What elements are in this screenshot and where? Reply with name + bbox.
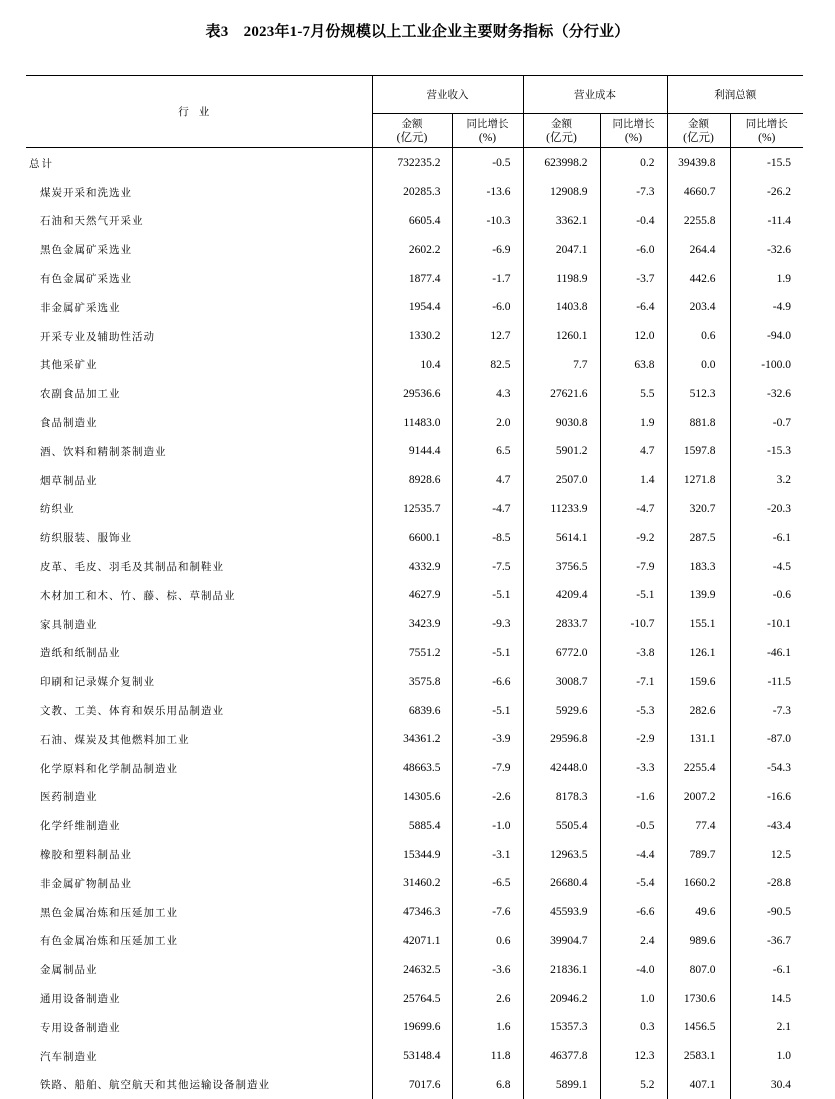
cost-amount-cell: 6772.0 — [523, 639, 600, 668]
growth-label: 同比增长 — [746, 118, 788, 130]
revenue-growth-cell: -6.5 — [452, 869, 523, 898]
profit-amount-cell: 442.6 — [667, 264, 730, 293]
profit-amount-cell: 264.4 — [667, 235, 730, 264]
revenue-growth-cell: 1.6 — [452, 1013, 523, 1042]
table-row — [26, 840, 803, 869]
cost-amount-cell: 5929.6 — [523, 696, 600, 725]
profit-growth-cell: -43.4 — [730, 811, 803, 840]
profit-amount-cell: 1597.8 — [667, 437, 730, 466]
cost-growth-cell: 5.2 — [600, 1071, 667, 1099]
growth-unit: (%) — [601, 131, 667, 145]
industry-name: 化学原料和化学制品制造业 — [26, 754, 372, 783]
profit-growth-cell: -4.5 — [730, 552, 803, 581]
cost-growth-cell: 1.0 — [600, 984, 667, 1013]
revenue-amount-cell: 4627.9 — [372, 581, 452, 610]
cost-growth-cell: 0.2 — [600, 148, 667, 178]
revenue-group-header: 营业收入 — [372, 76, 523, 114]
industry-name: 汽车制造业 — [26, 1042, 372, 1071]
revenue-growth-cell: -6.0 — [452, 293, 523, 322]
profit-growth-cell: 30.4 — [730, 1071, 803, 1099]
cost-growth-cell: -1.6 — [600, 783, 667, 812]
profit-amount-cell: 1660.2 — [667, 869, 730, 898]
industry-name: 非金属矿物制品业 — [26, 869, 372, 898]
revenue-growth-cell: 2.6 — [452, 984, 523, 1013]
industry-name: 橡胶和塑料制品业 — [26, 840, 372, 869]
cost-amount-cell: 3008.7 — [523, 667, 600, 696]
revenue-growth-cell: -9.3 — [452, 610, 523, 639]
cost-amount-cell: 39904.7 — [523, 927, 600, 956]
profit-amount-cell: 407.1 — [667, 1071, 730, 1099]
revenue-amount-header — [372, 114, 452, 148]
table-row — [26, 984, 803, 1013]
revenue-amount-cell: 1877.4 — [372, 264, 452, 293]
cost-growth-cell: 4.7 — [600, 437, 667, 466]
industry-name: 纺织业 — [26, 495, 372, 524]
industry-name: 非金属矿采选业 — [26, 293, 372, 322]
profit-amount-cell: 49.6 — [667, 898, 730, 927]
profit-growth-cell: 1.9 — [730, 264, 803, 293]
cost-growth-cell: -3.7 — [600, 264, 667, 293]
table-row — [26, 610, 803, 639]
industry-name: 酒、饮料和精制茶制造业 — [26, 437, 372, 466]
revenue-amount-cell: 1954.4 — [372, 293, 452, 322]
growth-unit: (%) — [731, 131, 804, 145]
profit-growth-cell: -100.0 — [730, 351, 803, 380]
revenue-growth-cell: -7.6 — [452, 898, 523, 927]
table-row — [26, 955, 803, 984]
table-row — [26, 437, 803, 466]
cost-amount-cell: 1260.1 — [523, 322, 600, 351]
revenue-growth-cell: -13.6 — [452, 178, 523, 207]
revenue-growth-cell: 2.0 — [452, 408, 523, 437]
cost-amount-cell: 29596.8 — [523, 725, 600, 754]
revenue-amount-cell: 20285.3 — [372, 178, 452, 207]
industry-name: 造纸和纸制品业 — [26, 639, 372, 668]
cost-growth-cell: -0.4 — [600, 207, 667, 236]
growth-unit: (%) — [453, 131, 523, 145]
cost-amount-cell: 2047.1 — [523, 235, 600, 264]
profit-amount-cell: 989.6 — [667, 927, 730, 956]
profit-amount-cell: 881.8 — [667, 408, 730, 437]
profit-amount-cell: 4660.7 — [667, 178, 730, 207]
industry-name: 石油和天然气开采业 — [26, 207, 372, 236]
profit-amount-cell: 2583.1 — [667, 1042, 730, 1071]
revenue-growth-cell: -1.0 — [452, 811, 523, 840]
table-row — [26, 379, 803, 408]
cost-group-header: 营业成本 — [523, 76, 667, 114]
cost-amount-cell: 20946.2 — [523, 984, 600, 1013]
cost-growth-header — [600, 114, 667, 148]
revenue-amount-cell: 7551.2 — [372, 639, 452, 668]
industry-name: 总计 — [26, 148, 372, 178]
revenue-growth-cell: -3.9 — [452, 725, 523, 754]
profit-amount-cell: 2007.2 — [667, 783, 730, 812]
revenue-growth-cell: -3.6 — [452, 955, 523, 984]
amount-label: 金额 — [688, 118, 709, 130]
profit-growth-cell: -6.1 — [730, 955, 803, 984]
profit-amount-cell: 2255.4 — [667, 754, 730, 783]
table-row — [26, 667, 803, 696]
revenue-growth-cell: 4.7 — [452, 466, 523, 495]
cost-growth-cell: -4.4 — [600, 840, 667, 869]
cost-growth-cell: -3.3 — [600, 754, 667, 783]
profit-growth-cell: -11.5 — [730, 667, 803, 696]
table-row — [26, 552, 803, 581]
revenue-growth-cell: -0.5 — [452, 148, 523, 178]
profit-amount-cell: 0.0 — [667, 351, 730, 380]
profit-growth-cell: 14.5 — [730, 984, 803, 1013]
amount-label: 金额 — [402, 118, 423, 130]
industry-name: 医药制造业 — [26, 783, 372, 812]
cost-amount-cell: 42448.0 — [523, 754, 600, 783]
cost-amount-cell: 5899.1 — [523, 1071, 600, 1099]
revenue-growth-cell: -5.1 — [452, 696, 523, 725]
cost-growth-cell: -0.5 — [600, 811, 667, 840]
revenue-amount-cell: 2602.2 — [372, 235, 452, 264]
industry-name: 印刷和记录媒介复制业 — [26, 667, 372, 696]
profit-growth-cell: -32.6 — [730, 235, 803, 264]
revenue-amount-cell: 31460.2 — [372, 869, 452, 898]
revenue-amount-cell: 1330.2 — [372, 322, 452, 351]
cost-growth-cell: -4.7 — [600, 495, 667, 524]
industry-name: 其他采矿业 — [26, 351, 372, 380]
profit-growth-cell: -46.1 — [730, 639, 803, 668]
profit-amount-cell: 320.7 — [667, 495, 730, 524]
revenue-growth-cell: -1.7 — [452, 264, 523, 293]
profit-amount-cell: 131.1 — [667, 725, 730, 754]
revenue-amount-cell: 14305.6 — [372, 783, 452, 812]
table-row — [26, 898, 803, 927]
table-row — [26, 523, 803, 552]
profit-growth-cell: -90.5 — [730, 898, 803, 927]
cost-amount-header — [523, 114, 600, 148]
profit-amount-cell: 1271.8 — [667, 466, 730, 495]
profit-amount-cell: 1456.5 — [667, 1013, 730, 1042]
profit-growth-cell: -20.3 — [730, 495, 803, 524]
industry-name: 煤炭开采和洗选业 — [26, 178, 372, 207]
cost-growth-cell: 12.0 — [600, 322, 667, 351]
revenue-amount-cell: 19699.6 — [372, 1013, 452, 1042]
cost-growth-cell: -7.9 — [600, 552, 667, 581]
profit-growth-cell: -0.6 — [730, 581, 803, 610]
table-row — [26, 1042, 803, 1071]
cost-amount-cell: 5505.4 — [523, 811, 600, 840]
table-row — [26, 754, 803, 783]
table-row — [26, 869, 803, 898]
revenue-amount-cell: 48663.5 — [372, 754, 452, 783]
revenue-amount-cell: 15344.9 — [372, 840, 452, 869]
cost-amount-cell: 26680.4 — [523, 869, 600, 898]
profit-amount-cell: 39439.8 — [667, 148, 730, 178]
industry-name: 通用设备制造业 — [26, 984, 372, 1013]
cost-amount-cell: 2507.0 — [523, 466, 600, 495]
revenue-amount-cell: 3575.8 — [372, 667, 452, 696]
profit-amount-cell: 126.1 — [667, 639, 730, 668]
revenue-amount-cell: 6600.1 — [372, 523, 452, 552]
table-row — [26, 581, 803, 610]
profit-group-header: 利润总额 — [667, 76, 803, 114]
cost-growth-cell: 1.4 — [600, 466, 667, 495]
industry-name: 黑色金属矿采选业 — [26, 235, 372, 264]
revenue-amount-cell: 7017.6 — [372, 1071, 452, 1099]
cost-amount-cell: 1403.8 — [523, 293, 600, 322]
profit-amount-cell: 77.4 — [667, 811, 730, 840]
cost-amount-cell: 15357.3 — [523, 1013, 600, 1042]
table-row — [26, 696, 803, 725]
cost-growth-cell: 0.3 — [600, 1013, 667, 1042]
revenue-amount-cell: 11483.0 — [372, 408, 452, 437]
cost-amount-cell: 45593.9 — [523, 898, 600, 927]
cost-amount-cell: 3362.1 — [523, 207, 600, 236]
table-row — [26, 207, 803, 236]
cost-growth-cell: -2.9 — [600, 725, 667, 754]
financial-indicators-table — [26, 75, 803, 1099]
revenue-growth-cell: -2.6 — [452, 783, 523, 812]
revenue-growth-cell: 4.3 — [452, 379, 523, 408]
profit-amount-cell: 183.3 — [667, 552, 730, 581]
profit-growth-cell: 3.2 — [730, 466, 803, 495]
profit-growth-header — [730, 114, 803, 148]
table-row — [26, 811, 803, 840]
revenue-growth-cell: -4.7 — [452, 495, 523, 524]
cost-growth-cell: -4.0 — [600, 955, 667, 984]
table-row — [26, 725, 803, 754]
cost-amount-cell: 1198.9 — [523, 264, 600, 293]
cost-growth-cell: 12.3 — [600, 1042, 667, 1071]
industry-name: 烟草制品业 — [26, 466, 372, 495]
revenue-growth-cell: 82.5 — [452, 351, 523, 380]
profit-amount-header — [667, 114, 730, 148]
revenue-amount-cell: 29536.6 — [372, 379, 452, 408]
revenue-growth-cell: 12.7 — [452, 322, 523, 351]
profit-amount-cell: 789.7 — [667, 840, 730, 869]
revenue-growth-cell: 6.5 — [452, 437, 523, 466]
industry-name: 木材加工和木、竹、藤、棕、草制品业 — [26, 581, 372, 610]
revenue-growth-cell: -10.3 — [452, 207, 523, 236]
profit-growth-cell: -32.6 — [730, 379, 803, 408]
table-row-total — [26, 148, 803, 178]
cost-growth-cell: 5.5 — [600, 379, 667, 408]
cost-amount-cell: 21836.1 — [523, 955, 600, 984]
profit-growth-cell: -94.0 — [730, 322, 803, 351]
cost-growth-cell: -5.3 — [600, 696, 667, 725]
revenue-amount-cell: 732235.2 — [372, 148, 452, 178]
industry-name: 有色金属矿采选业 — [26, 264, 372, 293]
table-row — [26, 322, 803, 351]
revenue-amount-cell: 47346.3 — [372, 898, 452, 927]
profit-growth-cell: 2.1 — [730, 1013, 803, 1042]
cost-growth-cell: -5.4 — [600, 869, 667, 898]
revenue-amount-cell: 24632.5 — [372, 955, 452, 984]
table-body — [26, 148, 803, 1099]
revenue-growth-cell: -5.1 — [452, 639, 523, 668]
industry-name: 文教、工美、体育和娱乐用品制造业 — [26, 696, 372, 725]
table-header — [26, 76, 803, 148]
table-title: 表3 2023年1-7月份规模以上工业企业主要财务指标（分行业） — [0, 20, 835, 41]
profit-growth-cell: -16.6 — [730, 783, 803, 812]
revenue-growth-cell: -6.9 — [452, 235, 523, 264]
profit-amount-cell: 1730.6 — [667, 984, 730, 1013]
revenue-growth-cell: -3.1 — [452, 840, 523, 869]
cost-amount-cell: 8178.3 — [523, 783, 600, 812]
industry-name: 农副食品加工业 — [26, 379, 372, 408]
cost-amount-cell: 12963.5 — [523, 840, 600, 869]
profit-amount-cell: 2255.8 — [667, 207, 730, 236]
revenue-growth-cell: 0.6 — [452, 927, 523, 956]
table-row — [26, 264, 803, 293]
profit-amount-cell: 512.3 — [667, 379, 730, 408]
profit-growth-cell: -10.1 — [730, 610, 803, 639]
cost-growth-cell: 1.9 — [600, 408, 667, 437]
industry-name: 金属制品业 — [26, 955, 372, 984]
table-row — [26, 495, 803, 524]
cost-amount-cell: 5901.2 — [523, 437, 600, 466]
profit-amount-cell: 0.6 — [667, 322, 730, 351]
revenue-amount-cell: 4332.9 — [372, 552, 452, 581]
profit-growth-cell: -11.4 — [730, 207, 803, 236]
revenue-amount-cell: 9144.4 — [372, 437, 452, 466]
cost-amount-cell: 12908.9 — [523, 178, 600, 207]
growth-label: 同比增长 — [613, 118, 655, 130]
industry-name: 开采专业及辅助性活动 — [26, 322, 372, 351]
revenue-growth-cell: -8.5 — [452, 523, 523, 552]
profit-amount-cell: 139.9 — [667, 581, 730, 610]
cost-growth-cell: 2.4 — [600, 927, 667, 956]
profit-amount-cell: 282.6 — [667, 696, 730, 725]
amount-unit: (亿元) — [524, 131, 600, 145]
revenue-amount-cell: 53148.4 — [372, 1042, 452, 1071]
revenue-growth-cell: 11.8 — [452, 1042, 523, 1071]
industry-name: 铁路、船舶、航空航天和其他运输设备制造业 — [26, 1071, 372, 1099]
growth-label: 同比增长 — [467, 118, 509, 130]
cost-growth-cell: 63.8 — [600, 351, 667, 380]
industry-name: 黑色金属冶炼和压延加工业 — [26, 898, 372, 927]
cost-amount-cell: 4209.4 — [523, 581, 600, 610]
revenue-growth-cell: -5.1 — [452, 581, 523, 610]
amount-unit: (亿元) — [668, 131, 730, 145]
profit-growth-cell: -15.3 — [730, 437, 803, 466]
cost-amount-cell: 46377.8 — [523, 1042, 600, 1071]
profit-amount-cell: 287.5 — [667, 523, 730, 552]
revenue-amount-cell: 34361.2 — [372, 725, 452, 754]
table-row — [26, 639, 803, 668]
cost-growth-cell: -6.0 — [600, 235, 667, 264]
revenue-amount-cell: 25764.5 — [372, 984, 452, 1013]
industry-name: 家具制造业 — [26, 610, 372, 639]
industry-name: 纺织服装、服饰业 — [26, 523, 372, 552]
profit-growth-cell: -28.8 — [730, 869, 803, 898]
profit-growth-cell: -7.3 — [730, 696, 803, 725]
cost-growth-cell: -7.3 — [600, 178, 667, 207]
industry-column-header: 行业 — [26, 76, 372, 148]
profit-growth-cell: -54.3 — [730, 754, 803, 783]
profit-growth-cell: -6.1 — [730, 523, 803, 552]
table-row — [26, 466, 803, 495]
profit-amount-cell: 155.1 — [667, 610, 730, 639]
industry-name: 专用设备制造业 — [26, 1013, 372, 1042]
revenue-amount-cell: 6839.6 — [372, 696, 452, 725]
cost-amount-cell: 9030.8 — [523, 408, 600, 437]
table-row — [26, 178, 803, 207]
profit-growth-cell: 12.5 — [730, 840, 803, 869]
revenue-amount-cell: 6605.4 — [372, 207, 452, 236]
revenue-amount-cell: 8928.6 — [372, 466, 452, 495]
profit-amount-cell: 159.6 — [667, 667, 730, 696]
cost-growth-cell: -7.1 — [600, 667, 667, 696]
cost-growth-cell: -3.8 — [600, 639, 667, 668]
table-row — [26, 927, 803, 956]
amount-unit: (亿元) — [373, 131, 452, 145]
profit-growth-cell: -15.5 — [730, 148, 803, 178]
profit-growth-cell: -26.2 — [730, 178, 803, 207]
profit-growth-cell: -36.7 — [730, 927, 803, 956]
profit-growth-cell: 1.0 — [730, 1042, 803, 1071]
revenue-amount-cell: 12535.7 — [372, 495, 452, 524]
revenue-growth-cell: -7.5 — [452, 552, 523, 581]
table-row — [26, 408, 803, 437]
industry-name: 石油、煤炭及其他燃料加工业 — [26, 725, 372, 754]
table-row — [26, 1013, 803, 1042]
table-row — [26, 293, 803, 322]
industry-name: 食品制造业 — [26, 408, 372, 437]
revenue-growth-cell: 6.8 — [452, 1071, 523, 1099]
table-row — [26, 783, 803, 812]
profit-growth-cell: -87.0 — [730, 725, 803, 754]
cost-growth-cell: -6.4 — [600, 293, 667, 322]
industry-name: 化学纤维制造业 — [26, 811, 372, 840]
revenue-growth-header — [452, 114, 523, 148]
cost-growth-cell: -6.6 — [600, 898, 667, 927]
cost-amount-cell: 7.7 — [523, 351, 600, 380]
cost-amount-cell: 2833.7 — [523, 610, 600, 639]
revenue-growth-cell: -7.9 — [452, 754, 523, 783]
cost-amount-cell: 27621.6 — [523, 379, 600, 408]
table-row — [26, 351, 803, 380]
cost-amount-cell: 3756.5 — [523, 552, 600, 581]
cost-amount-cell: 623998.2 — [523, 148, 600, 178]
profit-growth-cell: -0.7 — [730, 408, 803, 437]
cost-growth-cell: -5.1 — [600, 581, 667, 610]
revenue-growth-cell: -6.6 — [452, 667, 523, 696]
revenue-amount-cell: 10.4 — [372, 351, 452, 380]
industry-name: 皮革、毛皮、羽毛及其制品和制鞋业 — [26, 552, 372, 581]
profit-amount-cell: 807.0 — [667, 955, 730, 984]
revenue-amount-cell: 42071.1 — [372, 927, 452, 956]
cost-amount-cell: 5614.1 — [523, 523, 600, 552]
table-row — [26, 1071, 803, 1099]
revenue-amount-cell: 3423.9 — [372, 610, 452, 639]
industry-name: 有色金属冶炼和压延加工业 — [26, 927, 372, 956]
cost-growth-cell: -9.2 — [600, 523, 667, 552]
profit-amount-cell: 203.4 — [667, 293, 730, 322]
amount-label: 金额 — [551, 118, 572, 130]
cost-growth-cell: -10.7 — [600, 610, 667, 639]
revenue-amount-cell: 5885.4 — [372, 811, 452, 840]
table-row — [26, 235, 803, 264]
profit-growth-cell: -4.9 — [730, 293, 803, 322]
cost-amount-cell: 11233.9 — [523, 495, 600, 524]
